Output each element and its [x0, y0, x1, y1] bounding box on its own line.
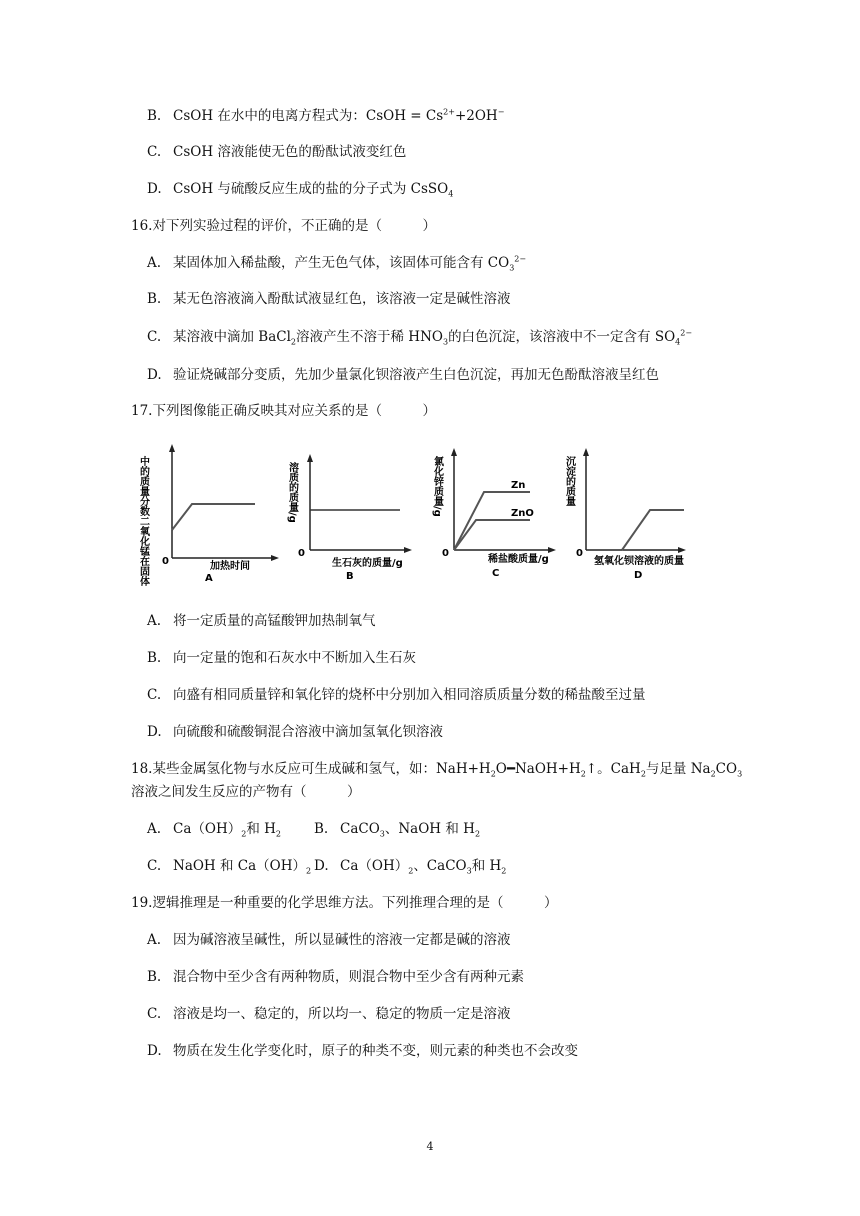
q16-stem: 16.对下列实验过程的评价，不正确的是（ ）: [131, 218, 436, 234]
q17-option-d: D. 向硫酸和硫酸铜混合溶液中滴加氢氧化钡溶液: [147, 724, 443, 740]
graph-c-y-arrow: [451, 448, 457, 456]
graph-a-ylabel: 中的质量分数二氧化锰在固体: [137, 456, 149, 586]
q17-stem: 17.下列图像能正确反映其对应关系的是（ ）: [131, 403, 436, 419]
graph-c-label-zn: Zn: [511, 480, 526, 491]
graph-c: [432, 452, 572, 592]
graph-d-ylabel: 沉淀的质量: [563, 456, 575, 506]
q19-stem: 19.逻辑推理是一种重要的化学思维方法。下列推理合理的是（ ）: [131, 895, 558, 911]
q18-option-a: A. $Ca(OH)_2$和 $H_2$: [147, 821, 281, 839]
graph-d-origin: 0: [576, 548, 583, 559]
q19-option-d: D. 物质在发生化学变化时，原子的种类不变，则元素的种类也不会改变: [147, 1043, 578, 1059]
graph-b-xlabel: 生石灰的质量/g: [332, 558, 403, 569]
graph-c-ylabel: 氯化锌质量/g: [431, 456, 443, 517]
q15-option-d: D. CsOH 与硫酸反应生成的盐的分子式为 CsSO$_4$: [147, 181, 454, 199]
graph-b-letter: B: [346, 571, 354, 582]
q18-stem-line2: 溶液之间发生反应的产物有（ ）: [131, 784, 361, 800]
q17-option-a: A. 将一定质量的高锰酸钾加热制氧气: [147, 613, 376, 629]
q17-option-b: B. 向一定量的饱和石灰水中不断加入生石灰: [147, 650, 416, 666]
graph-a-curve: [172, 504, 255, 530]
q16-option-d: D. 验证烧碱部分变质，先加少量氯化钡溶液产生白色沉淀，再加无色酚酞溶液呈红色: [147, 367, 659, 383]
q18-option-d: D. $Ca(OH)_2$、CaCO$_3$和 $H_2$: [314, 858, 507, 876]
q18-option-c: C. NaOH 和 $Ca(OH)_2$: [147, 858, 312, 876]
graph-d: [564, 452, 694, 592]
q16-option-a: A. 某固体加入稀盐酸，产生无色气体，该固体可能含有 $CO_3^{2-}$: [147, 254, 527, 273]
graph-a: [137, 448, 280, 588]
q15-option-b: B. CsOH 在水中的电离方程式为：CsOH = $Cs^{2+}+2OH^-$: [147, 107, 505, 124]
graph-a-y-arrow: [169, 444, 175, 452]
graph-a-xlabel: 加热时间: [210, 561, 250, 572]
graph-c-xlabel: 稀盐酸质量/g: [488, 554, 549, 565]
graph-d-x-arrow: [678, 547, 686, 553]
graph-c-label-zno: ZnO: [511, 508, 534, 519]
graph-c-letter: C: [492, 568, 500, 579]
q16-option-b: B. 某无色溶液滴入酚酞试液显红色，该溶液一定是碱性溶液: [147, 291, 511, 307]
graph-d-xlabel: 氢氧化钡溶液的质量: [594, 556, 684, 567]
graph-c-series-zno: [454, 520, 530, 550]
q18-option-b: B. CaCO$_3$、NaOH 和 $H_2$: [314, 821, 481, 839]
graph-d-curve: [622, 510, 684, 550]
graph-b-origin: 0: [298, 548, 305, 559]
graph-a-x-arrow: [271, 555, 279, 561]
graph-d-letter: D: [634, 570, 643, 581]
graph-c-x-arrow: [548, 547, 556, 553]
graph-a-letter: A: [205, 573, 213, 584]
graph-b-y-arrow: [307, 454, 313, 462]
q16-option-c: C. 某溶液中滴加 BaCl$_2$溶液产生不溶于稀 $HNO_3$的白色沉淀，该溶液中不一定含有 $SO_4^{2-}$: [147, 328, 693, 347]
q17-option-c: C. 向盛有相同质量锌和氧化锌的烧杯中分别加入相同溶质质量分数的稀盐酸至过量: [147, 687, 646, 703]
graph-d-y-arrow: [583, 448, 589, 456]
q19-option-b: B. 混合物中至少含有两种物质，则混合物中至少含有两种元素: [147, 969, 524, 985]
graph-b-x-arrow: [404, 547, 412, 553]
graph-a-origin: 0: [162, 556, 169, 567]
graph-c-origin: 0: [442, 548, 449, 559]
q19-option-c: C. 溶液是均一、稳定的，所以均一、稳定的物质一定是溶液: [147, 1006, 511, 1022]
graph-b-ylabel: 溶质的质量/g: [286, 462, 298, 523]
page-number: 4: [426, 1140, 434, 1153]
q19-option-a: A. 因为碱溶液呈碱性，所以显碱性的溶液一定都是碱的溶液: [147, 932, 511, 948]
graph-b: [288, 458, 418, 588]
q18-stem: 18.某些金属氢化物与水反应可生成碱和氢气，如：$NaH+H_2O━NaOH+H_2↑$。CaH$_2$与足量 $Na_2CO_3$: [131, 761, 743, 779]
q15-option-c: C. CsOH 溶液能使无色的酚酞试液变红色: [147, 144, 407, 160]
